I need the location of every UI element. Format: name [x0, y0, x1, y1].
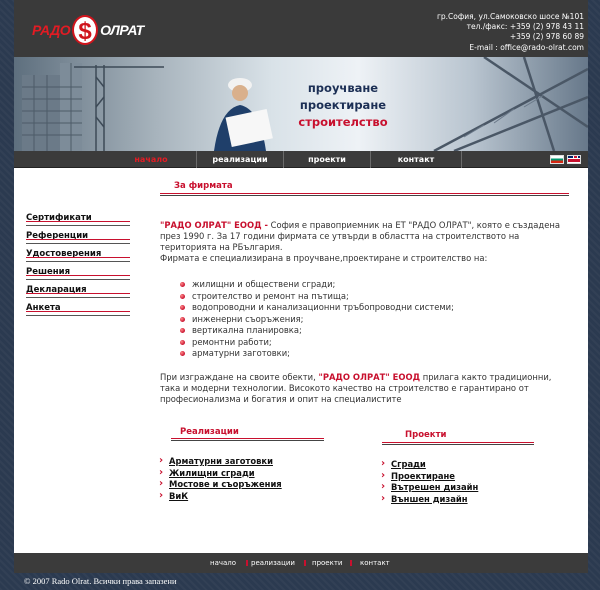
contact-email[interactable]: E-mail : office@rado-olrat.com [469, 42, 584, 52]
project-link-design[interactable]: › Проектиране [381, 471, 478, 483]
banner-line-construction: строителство [298, 115, 388, 129]
realizations-title: Реализации [180, 427, 239, 437]
page [14, 0, 588, 573]
english-flag-icon[interactable] [567, 155, 581, 164]
realizations-list [159, 456, 282, 502]
sidebar-item-licenses[interactable]: Удостоверения [26, 246, 131, 264]
project-link-interior[interactable]: › Вътрешен дизайн [381, 482, 478, 494]
closing-text: прилага както традиционни, така и модерни технологии. Високото качество на строителство е гарантирано от професионализма и богатия и опит на специалистите [160, 371, 552, 404]
realization-link-residential[interactable]: › Жилищни сгради [159, 468, 282, 480]
project-link-exterior[interactable]: › Външен дизайн [381, 494, 478, 506]
intro-text: София е правоприемник на ЕТ "РАДО ОЛРАТ", която е създадена през 1990 г. За 17 години фирмата се утвърди в областта на строителството на територията на РБългария. [160, 220, 560, 252]
list-item: вертикална планировка; [180, 325, 565, 337]
contact-address: гр.София, ул.Самоковско шосе №101 [436, 12, 584, 21]
logo[interactable] [32, 12, 144, 48]
section-title-underline [160, 193, 569, 196]
banner-line-design: проектиране [299, 98, 387, 112]
closing-start: При изграждане на своите обекти, [160, 371, 316, 382]
sidebar-item-solutions[interactable]: Решения [26, 264, 131, 282]
realizations-underline [171, 438, 324, 441]
banner-line-research: проучване [307, 81, 379, 95]
list-item: строителство и ремонт на пътища; [180, 291, 565, 303]
projects-list [381, 459, 478, 505]
dollar-logo-icon: $ [72, 15, 98, 45]
list-item: жилищни и обществени сгради; [180, 279, 565, 291]
footer-link-contact[interactable]: контакт [360, 559, 390, 567]
intro-paragraph [160, 220, 565, 253]
sidebar-item-certificates[interactable]: Сертификати [26, 210, 131, 228]
footer-nav [14, 553, 588, 573]
nav-contact[interactable]: контакт [397, 155, 435, 164]
specialization-intro: Фирмата е специализирана в проучване,проектиране и строителство на: [160, 253, 488, 263]
section-title: За фирмата [174, 181, 233, 191]
copyright: © 2007 Rado Olrat. Всички права запазени [24, 576, 177, 586]
sidebar [26, 210, 131, 318]
nav-home[interactable]: начало [134, 155, 168, 164]
logo-text-rado: РАДО [32, 22, 71, 38]
nav-projects[interactable]: проекти [308, 155, 346, 164]
sidebar-item-references[interactable]: Референции [26, 228, 131, 246]
list-item: инженерни съоръжения; [180, 314, 565, 326]
bulgarian-flag-icon[interactable] [550, 155, 564, 164]
header [14, 0, 588, 57]
contact-phone-2: +359 (2) 978 60 89 [509, 32, 584, 42]
list-item: арматурни заготовки; [180, 348, 565, 360]
footer-link-home[interactable]: начало [210, 559, 237, 567]
list-item: водопроводни и канализационни тръбопроводни системи; [180, 302, 565, 314]
projects-title: Проекти [405, 430, 447, 440]
sidebar-item-declaration[interactable]: Декларация [26, 282, 131, 300]
sidebar-item-survey[interactable]: Анкета [26, 300, 131, 318]
closing-paragraph [160, 372, 565, 405]
realization-link-plumbing[interactable]: › ВиК [159, 491, 282, 503]
banner-tagline [283, 80, 403, 131]
hero-banner [14, 57, 588, 151]
contact-info [437, 12, 584, 53]
main-nav [14, 151, 588, 168]
contact-phone: тел./факс: +359 (2) 978 43 11 [466, 22, 584, 32]
company-name: "РАДО ОЛРАТ" ЕООД - [160, 220, 268, 230]
project-link-buildings[interactable]: › Сгради [381, 459, 478, 471]
realization-link-rebar[interactable]: › Арматурни заготовки [159, 456, 282, 468]
footer-link-projects[interactable]: проекти [312, 559, 343, 567]
logo-text-olrat: ОЛРАТ [100, 22, 144, 38]
closing-company-name: "РАДО ОЛРАТ" ЕООД [318, 371, 421, 382]
main-content [160, 220, 565, 405]
projects-underline [382, 442, 534, 445]
footer-link-realizations[interactable]: реализации [251, 559, 295, 567]
services-list [180, 279, 565, 360]
realization-link-bridges[interactable]: › Мостове и съоръжения [159, 479, 282, 491]
nav-realizations[interactable]: реализации [212, 155, 268, 164]
list-item: ремонтни работи; [180, 337, 565, 349]
